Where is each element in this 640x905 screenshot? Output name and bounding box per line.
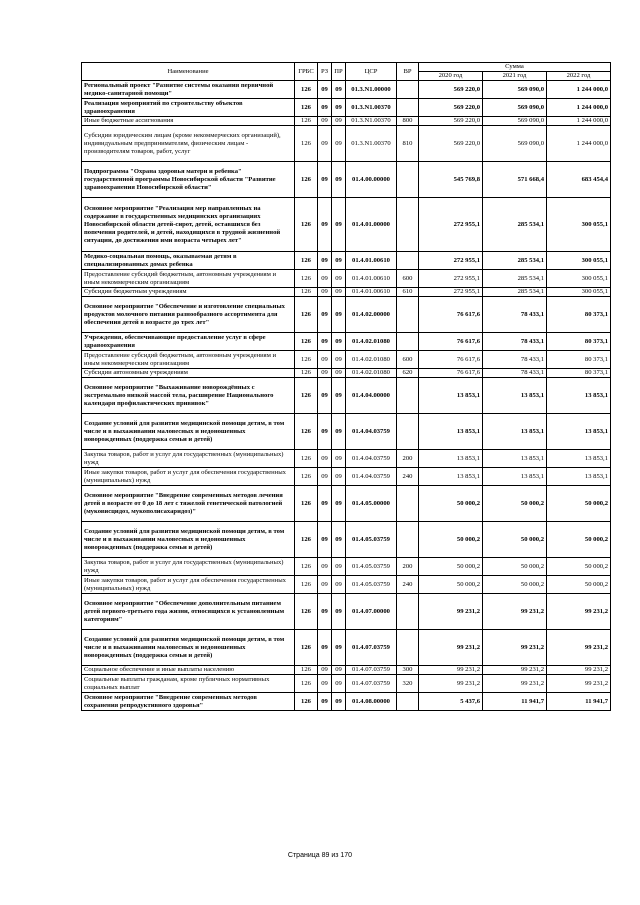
- row-grbs: 126: [295, 351, 318, 369]
- row-vr: [397, 99, 419, 117]
- row-value-2021: 99 231,2: [483, 630, 547, 666]
- row-rz: 09: [318, 558, 332, 576]
- row-pr: 09: [332, 117, 346, 126]
- row-vr: 240: [397, 468, 419, 486]
- row-grbs: 126: [295, 99, 318, 117]
- row-value-2022: 80 373,1: [547, 297, 611, 333]
- row-vr: 610: [397, 288, 419, 297]
- row-name: Закупка товаров, работ и услуг для государственных (муниципальных) нужд: [82, 450, 295, 468]
- row-vr: 200: [397, 558, 419, 576]
- row-value-2022: 13 853,1: [547, 450, 611, 468]
- row-name: Создание условий для развития медицинской помощи детям, в том числе и в выхаживании маловесных и недоношенных новорожденных (поддержка семьи и детей): [82, 522, 295, 558]
- header-sum: Сумма: [419, 63, 611, 72]
- row-value-2021: 99 231,2: [483, 675, 547, 693]
- table-row: [82, 162, 611, 198]
- row-value-2022: 80 373,1: [547, 333, 611, 351]
- row-csr: 01.3.N1.00370: [346, 126, 397, 162]
- row-rz: 09: [318, 414, 332, 450]
- header-csr: ЦСР: [346, 63, 397, 81]
- row-csr: 01.4.05.03759: [346, 558, 397, 576]
- row-csr: 01.4.07.03759: [346, 675, 397, 693]
- row-value-2021: 99 231,2: [483, 594, 547, 630]
- row-value-2022: 13 853,1: [547, 414, 611, 450]
- row-value-2021: 569 090,0: [483, 117, 547, 126]
- row-csr: 01.4.02.01080: [346, 333, 397, 351]
- row-rz: 09: [318, 252, 332, 270]
- row-pr: 09: [332, 252, 346, 270]
- row-csr: 01.4.02.01080: [346, 351, 397, 369]
- row-name: Основное мероприятие "Выхаживание новорождённых с экстремально низкой массой тела, расширение Национального календаря профилактических прививок": [82, 378, 295, 414]
- row-name: Социальное обеспечение и иные выплаты населению: [82, 666, 295, 675]
- row-value-2020: 76 617,6: [419, 333, 483, 351]
- row-grbs: 126: [295, 675, 318, 693]
- row-vr: [397, 522, 419, 558]
- row-value-2021: 13 853,1: [483, 450, 547, 468]
- row-value-2022: 1 244 000,0: [547, 117, 611, 126]
- header-year-2020: 2020 год: [419, 72, 483, 81]
- row-value-2020: 76 617,6: [419, 297, 483, 333]
- row-grbs: 126: [295, 522, 318, 558]
- row-vr: 620: [397, 369, 419, 378]
- row-value-2021: 13 853,1: [483, 414, 547, 450]
- row-value-2020: 50 000,2: [419, 558, 483, 576]
- row-pr: 09: [332, 126, 346, 162]
- table-row: [82, 594, 611, 630]
- row-vr: [397, 297, 419, 333]
- table-row: [82, 378, 611, 414]
- row-value-2021: 569 090,0: [483, 81, 547, 99]
- header-name: Наименование: [82, 63, 295, 81]
- row-name: Иные закупки товаров, работ и услуг для обеспечения государственных (муниципальных) нужд: [82, 576, 295, 594]
- row-pr: 09: [332, 297, 346, 333]
- row-csr: 01.4.04.03759: [346, 468, 397, 486]
- row-value-2022: 99 231,2: [547, 594, 611, 630]
- row-name: Предоставление субсидий бюджетным, автономным учреждениям и иным некоммерческим организациям: [82, 270, 295, 288]
- row-csr: 01.4.08.00000: [346, 693, 397, 711]
- row-value-2020: 13 853,1: [419, 378, 483, 414]
- row-name: Основное мероприятие "Реализация мер направленных на содержание в государственных медицинских организациях Новосибирской области детей-сирот, детей, оставшихся без попечения родителей, и детей, находящихся в трудной жизненной ситуации, до достижения ими возраста четырех лет": [82, 198, 295, 252]
- row-pr: 09: [332, 288, 346, 297]
- row-pr: 09: [332, 468, 346, 486]
- row-name: Основное мероприятие "Внедрение современных методов сохранения репродуктивного здоровья": [82, 693, 295, 711]
- row-rz: 09: [318, 486, 332, 522]
- row-name: Основное мероприятие "Внедрение современных методов лечения детей в возрасте от 0 до 18 лет с тяжелой генетической патологией (муковисцидоз, мукополисахаридоз)": [82, 486, 295, 522]
- budget-table-page: [81, 62, 610, 711]
- table-row: [82, 351, 611, 369]
- row-csr: 01.4.05.03759: [346, 522, 397, 558]
- row-pr: 09: [332, 81, 346, 99]
- row-value-2020: 99 231,2: [419, 594, 483, 630]
- row-vr: [397, 198, 419, 252]
- row-value-2021: 78 433,1: [483, 333, 547, 351]
- table-row: [82, 297, 611, 333]
- row-value-2022: 80 373,1: [547, 369, 611, 378]
- row-value-2020: 272 955,1: [419, 198, 483, 252]
- row-name: Создание условий для развития медицинской помощи детям, в том числе и в выхаживании маловесных и недоношенных новорожденных (поддержка семьи и детей): [82, 630, 295, 666]
- row-pr: 09: [332, 378, 346, 414]
- row-grbs: 126: [295, 378, 318, 414]
- row-pr: 09: [332, 693, 346, 711]
- row-grbs: 126: [295, 126, 318, 162]
- row-value-2021: 569 090,0: [483, 99, 547, 117]
- row-csr: 01.4.01.00610: [346, 252, 397, 270]
- row-vr: [397, 162, 419, 198]
- row-name: Основное мероприятие "Обеспечение и изготовление специальных продуктов молочного питания разнообразного ассортимента для обеспечения детей в возрасте до трех лет": [82, 297, 295, 333]
- row-value-2021: 285 534,1: [483, 252, 547, 270]
- table-body: [82, 81, 611, 711]
- row-name: Учреждения, обеспечивающие предоставление услуг в сфере здравоохранения: [82, 333, 295, 351]
- row-value-2020: 569 220,0: [419, 99, 483, 117]
- row-value-2021: 569 090,0: [483, 126, 547, 162]
- row-value-2020: 99 231,2: [419, 675, 483, 693]
- row-grbs: 126: [295, 414, 318, 450]
- row-value-2021: 11 941,7: [483, 693, 547, 711]
- row-value-2021: 78 433,1: [483, 369, 547, 378]
- table-row: [82, 522, 611, 558]
- row-vr: [397, 252, 419, 270]
- row-grbs: 126: [295, 288, 318, 297]
- header-vr: ВР: [397, 63, 419, 81]
- row-rz: 09: [318, 270, 332, 288]
- row-name: Предоставление субсидий бюджетным, автономным учреждениям и иным некоммерческим организациям: [82, 351, 295, 369]
- row-value-2022: 300 055,1: [547, 252, 611, 270]
- row-value-2020: 50 000,2: [419, 486, 483, 522]
- row-vr: 200: [397, 450, 419, 468]
- row-grbs: 126: [295, 450, 318, 468]
- row-grbs: 126: [295, 576, 318, 594]
- row-pr: 09: [332, 270, 346, 288]
- row-rz: 09: [318, 333, 332, 351]
- row-csr: 01.4.07.03759: [346, 666, 397, 675]
- row-value-2021: 285 534,1: [483, 270, 547, 288]
- row-value-2020: 545 769,8: [419, 162, 483, 198]
- row-grbs: 126: [295, 81, 318, 99]
- row-value-2021: 13 853,1: [483, 468, 547, 486]
- row-name: Основное мероприятие "Обеспечение дополнительным питанием детей первого-третьего года жизни, относящихся к установленным категориям": [82, 594, 295, 630]
- row-grbs: 126: [295, 333, 318, 351]
- row-pr: 09: [332, 450, 346, 468]
- row-grbs: 126: [295, 117, 318, 126]
- row-value-2020: 50 000,2: [419, 576, 483, 594]
- row-pr: 09: [332, 522, 346, 558]
- row-pr: 09: [332, 594, 346, 630]
- row-name: Субсидии автономным учреждениям: [82, 369, 295, 378]
- table-row: [82, 675, 611, 693]
- row-name: Иные бюджетные ассигнования: [82, 117, 295, 126]
- row-name: Закупка товаров, работ и услуг для государственных (муниципальных) нужд: [82, 558, 295, 576]
- row-name: Иные закупки товаров, работ и услуг для обеспечения государственных (муниципальных) нужд: [82, 468, 295, 486]
- row-name: Создание условий для развития медицинской помощи детям, в том числе и в выхаживании маловесных и недоношенных новорожденных (поддержка семьи и детей): [82, 414, 295, 450]
- table-row: [82, 270, 611, 288]
- row-value-2020: 13 853,1: [419, 468, 483, 486]
- row-value-2022: 1 244 000,0: [547, 126, 611, 162]
- row-name: Региональный проект "Развитие системы оказания первичной медико-санитарной помощи": [82, 81, 295, 99]
- row-value-2022: 300 055,1: [547, 270, 611, 288]
- row-value-2022: 99 231,2: [547, 666, 611, 675]
- row-grbs: 126: [295, 162, 318, 198]
- row-rz: 09: [318, 369, 332, 378]
- row-value-2020: 99 231,2: [419, 666, 483, 675]
- row-grbs: 126: [295, 486, 318, 522]
- row-rz: 09: [318, 522, 332, 558]
- row-value-2022: 1 244 000,0: [547, 81, 611, 99]
- row-value-2022: 50 000,2: [547, 486, 611, 522]
- table-header: [82, 63, 611, 81]
- row-csr: 01.4.05.03759: [346, 576, 397, 594]
- row-value-2020: 569 220,0: [419, 126, 483, 162]
- row-vr: 600: [397, 270, 419, 288]
- row-grbs: 126: [295, 630, 318, 666]
- row-value-2021: 50 000,2: [483, 576, 547, 594]
- row-csr: 01.4.07.03759: [346, 630, 397, 666]
- table-row: [82, 486, 611, 522]
- row-value-2020: 569 220,0: [419, 117, 483, 126]
- row-rz: 09: [318, 198, 332, 252]
- row-rz: 09: [318, 675, 332, 693]
- row-value-2020: 13 853,1: [419, 450, 483, 468]
- row-rz: 09: [318, 630, 332, 666]
- row-name: Реализация мероприятий по строительству объектов здравоохранения: [82, 99, 295, 117]
- row-csr: 01.4.02.00000: [346, 297, 397, 333]
- row-value-2022: 683 454,4: [547, 162, 611, 198]
- row-value-2020: 13 853,1: [419, 414, 483, 450]
- table-row: [82, 666, 611, 675]
- row-csr: 01.4.07.00000: [346, 594, 397, 630]
- row-value-2021: 78 433,1: [483, 351, 547, 369]
- row-vr: 240: [397, 576, 419, 594]
- row-pr: 09: [332, 414, 346, 450]
- header-grbs: ГРБС: [295, 63, 318, 81]
- row-value-2020: 76 617,6: [419, 369, 483, 378]
- row-vr: [397, 81, 419, 99]
- row-pr: 09: [332, 99, 346, 117]
- row-pr: 09: [332, 630, 346, 666]
- row-value-2022: 50 000,2: [547, 576, 611, 594]
- row-rz: 09: [318, 117, 332, 126]
- row-value-2020: 272 955,1: [419, 252, 483, 270]
- table-row: [82, 693, 611, 711]
- row-grbs: 126: [295, 468, 318, 486]
- row-pr: 09: [332, 675, 346, 693]
- row-value-2022: 11 941,7: [547, 693, 611, 711]
- row-csr: 01.4.02.01080: [346, 369, 397, 378]
- row-vr: [397, 333, 419, 351]
- row-rz: 09: [318, 378, 332, 414]
- row-value-2020: 272 955,1: [419, 270, 483, 288]
- row-value-2022: 300 055,1: [547, 198, 611, 252]
- row-pr: 09: [332, 666, 346, 675]
- table-row: [82, 414, 611, 450]
- row-grbs: 126: [295, 693, 318, 711]
- row-pr: 09: [332, 333, 346, 351]
- table-row: [82, 369, 611, 378]
- row-rz: 09: [318, 126, 332, 162]
- row-value-2020: 76 617,6: [419, 351, 483, 369]
- row-grbs: 126: [295, 252, 318, 270]
- table-row: [82, 117, 611, 126]
- row-vr: 600: [397, 351, 419, 369]
- table-row: [82, 252, 611, 270]
- table-row: [82, 99, 611, 117]
- row-rz: 09: [318, 81, 332, 99]
- row-vr: 810: [397, 126, 419, 162]
- row-csr: 01.4.01.00610: [346, 270, 397, 288]
- row-value-2022: 99 231,2: [547, 675, 611, 693]
- row-rz: 09: [318, 666, 332, 675]
- row-value-2021: 50 000,2: [483, 486, 547, 522]
- row-vr: [397, 630, 419, 666]
- row-rz: 09: [318, 693, 332, 711]
- table-row: [82, 576, 611, 594]
- row-vr: [397, 378, 419, 414]
- row-pr: 09: [332, 369, 346, 378]
- row-value-2020: 50 000,2: [419, 522, 483, 558]
- table-row: [82, 198, 611, 252]
- row-pr: 09: [332, 576, 346, 594]
- row-value-2021: 13 853,1: [483, 378, 547, 414]
- budget-table: [81, 62, 611, 711]
- row-rz: 09: [318, 594, 332, 630]
- row-pr: 09: [332, 558, 346, 576]
- table-row: [82, 288, 611, 297]
- table-row: [82, 558, 611, 576]
- row-vr: [397, 594, 419, 630]
- row-grbs: 126: [295, 270, 318, 288]
- row-value-2021: 285 534,1: [483, 288, 547, 297]
- row-value-2022: 99 231,2: [547, 630, 611, 666]
- row-name: Субсидии бюджетным учреждениям: [82, 288, 295, 297]
- row-name: Подпрограмма "Охрана здоровья матери и ребенка" государственной программы Новосибирской области "Развитие здравоохранения Новосибирской области": [82, 162, 295, 198]
- row-value-2021: 78 433,1: [483, 297, 547, 333]
- row-rz: 09: [318, 162, 332, 198]
- row-rz: 09: [318, 576, 332, 594]
- row-pr: 09: [332, 486, 346, 522]
- row-name: Социальные выплаты гражданам, кроме публичных нормативных социальных выплат: [82, 675, 295, 693]
- row-vr: [397, 693, 419, 711]
- row-value-2022: 50 000,2: [547, 522, 611, 558]
- header-rz: РЗ: [318, 63, 332, 81]
- row-grbs: 126: [295, 198, 318, 252]
- row-value-2021: 50 000,2: [483, 558, 547, 576]
- row-csr: 01.3.N1.00370: [346, 117, 397, 126]
- row-pr: 09: [332, 351, 346, 369]
- table-row: [82, 333, 611, 351]
- table-row: [82, 630, 611, 666]
- table-row: [82, 450, 611, 468]
- row-rz: 09: [318, 99, 332, 117]
- row-value-2021: 285 534,1: [483, 198, 547, 252]
- row-vr: 320: [397, 675, 419, 693]
- row-value-2021: 99 231,2: [483, 666, 547, 675]
- row-grbs: 126: [295, 666, 318, 675]
- row-csr: 01.3.N1.00370: [346, 99, 397, 117]
- row-rz: 09: [318, 288, 332, 297]
- row-value-2020: 99 231,2: [419, 630, 483, 666]
- row-value-2022: 1 244 000,0: [547, 99, 611, 117]
- row-value-2020: 5 437,6: [419, 693, 483, 711]
- row-value-2020: 272 955,1: [419, 288, 483, 297]
- row-rz: 09: [318, 351, 332, 369]
- page-number: Страница 89 из 170: [287, 852, 353, 859]
- row-grbs: 126: [295, 558, 318, 576]
- table-row: [82, 81, 611, 99]
- header-year-2022: 2022 год: [547, 72, 611, 81]
- header-year-2021: 2021 год: [483, 72, 547, 81]
- row-name: Медико-социальная помощь, оказываемая детям в специализированных домах ребенка: [82, 252, 295, 270]
- row-value-2022: 13 853,1: [547, 378, 611, 414]
- row-value-2020: 569 220,0: [419, 81, 483, 99]
- table-row: [82, 126, 611, 162]
- row-rz: 09: [318, 468, 332, 486]
- header-pr: ПР: [332, 63, 346, 81]
- row-vr: 300: [397, 666, 419, 675]
- row-vr: [397, 486, 419, 522]
- row-pr: 09: [332, 198, 346, 252]
- row-csr: 01.4.04.00000: [346, 378, 397, 414]
- row-pr: 09: [332, 162, 346, 198]
- table-row: [82, 468, 611, 486]
- row-value-2022: 50 000,2: [547, 558, 611, 576]
- row-vr: 800: [397, 117, 419, 126]
- row-csr: 01.4.04.03759: [346, 414, 397, 450]
- row-csr: 01.4.05.00000: [346, 486, 397, 522]
- row-name: Субсидии юридическим лицам (кроме некоммерческих организаций), индивидуальным предпринимателям, физическим лицам - производителям товаров, работ, услуг: [82, 126, 295, 162]
- row-csr: 01.3.N1.00000: [346, 81, 397, 99]
- row-csr: 01.4.04.03759: [346, 450, 397, 468]
- row-value-2021: 50 000,2: [483, 522, 547, 558]
- row-rz: 09: [318, 450, 332, 468]
- row-csr: 01.4.00.00000: [346, 162, 397, 198]
- row-value-2022: 300 055,1: [547, 288, 611, 297]
- row-grbs: 126: [295, 369, 318, 378]
- row-rz: 09: [318, 297, 332, 333]
- row-vr: [397, 414, 419, 450]
- row-grbs: 126: [295, 297, 318, 333]
- row-csr: 01.4.01.00000: [346, 198, 397, 252]
- row-value-2021: 571 668,4: [483, 162, 547, 198]
- row-value-2022: 80 373,1: [547, 351, 611, 369]
- row-grbs: 126: [295, 594, 318, 630]
- row-csr: 01.4.01.00610: [346, 288, 397, 297]
- row-value-2022: 13 853,1: [547, 468, 611, 486]
